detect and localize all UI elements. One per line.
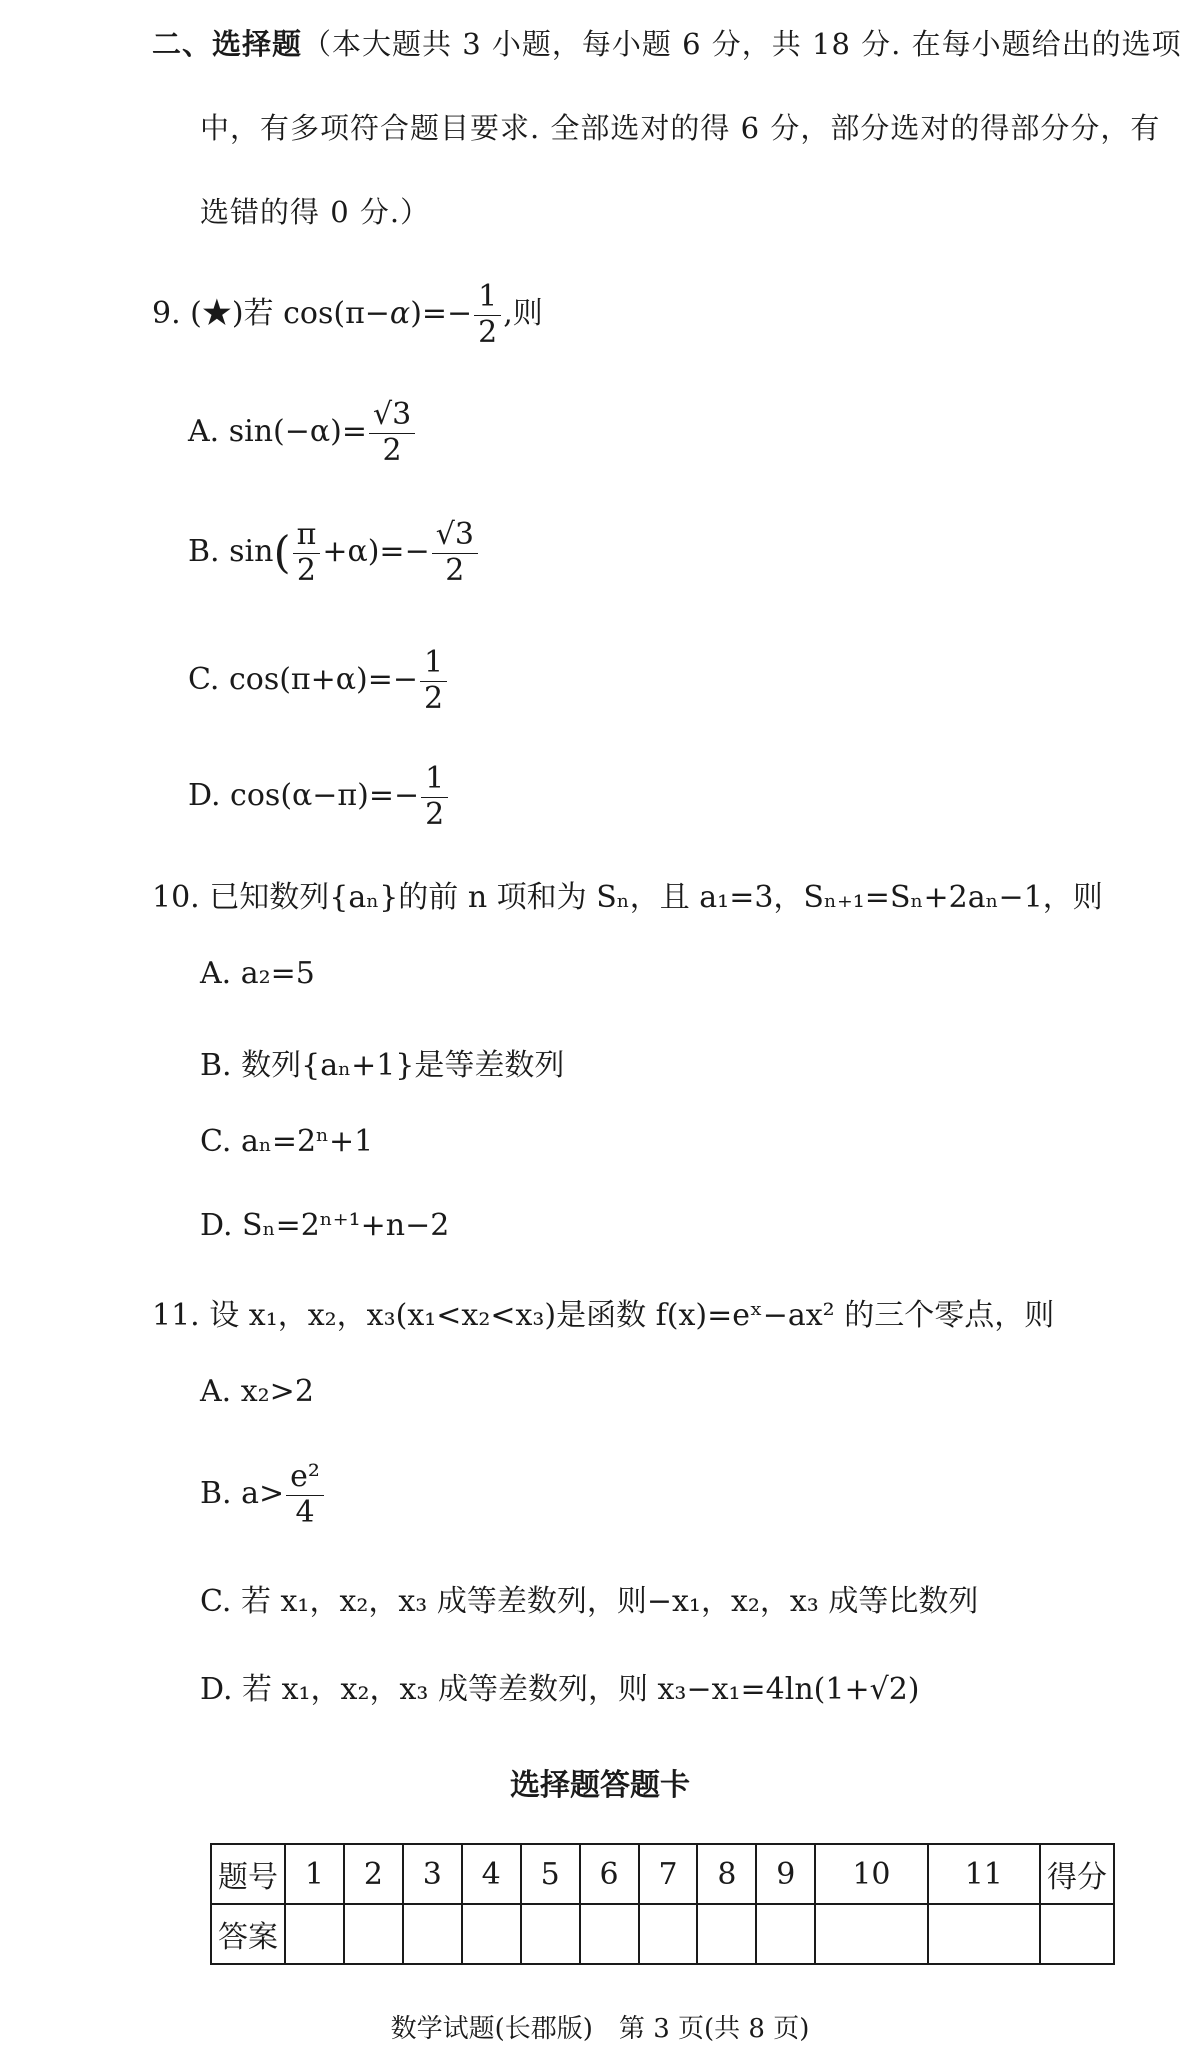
question-number-cell: 5: [521, 1844, 580, 1904]
question-10-option-c: C. aₙ=2ⁿ+1: [200, 1124, 374, 1159]
question-9-option-d: D. cos(α−π)=− $\frac{1}{2}$: [188, 762, 450, 832]
section-instructions-line2: 中，有多项符合题目要求. 全部选对的得 6 分，部分选对的得部分分，有: [200, 111, 1161, 145]
score-label: 得分: [1040, 1844, 1114, 1904]
question-9-stem: 9. (★)若 cos(π−α)=− $\frac{1}{2}$ ,则: [152, 279, 543, 350]
question-number-cell: 2: [344, 1844, 403, 1904]
question-9-option-b: B. sin( $\frac{\pi}{2}$ +α)=− $\frac{√3}{2}$: [188, 518, 480, 588]
answer-cell[interactable]: [580, 1904, 639, 1964]
fraction: $\frac{\pi}{2}$: [293, 518, 321, 588]
answer-cell[interactable]: [928, 1904, 1040, 1964]
answer-cell[interactable]: [344, 1904, 403, 1964]
table-row: [211, 1844, 1114, 1904]
question-number-cell: 8: [697, 1844, 756, 1904]
question-number-cell: 9: [756, 1844, 815, 1904]
question-9-option-c: C. cos(π+α)=− $\frac{1}{2}$: [188, 646, 449, 716]
answer-card-table: [210, 1843, 1115, 1965]
question-9-option-a: A. sin(−α)= $\frac{√3}{2}$: [188, 398, 417, 468]
section-heading: [152, 22, 1182, 63]
question-11-option-d: D. 若 x₁，x₂，x₃ 成等差数列，则 x₃−x₁=4ln(1+√2): [200, 1672, 920, 1707]
page-footer: 数学试题(长郡版) 第 3 页(共 8 页): [390, 2014, 810, 2044]
question-number-cell: 3: [403, 1844, 462, 1904]
question-number-cell: 1: [285, 1844, 344, 1904]
fraction: $\frac{√3}{2}$: [369, 398, 415, 468]
fraction: $\frac{\text{e²}}{4}$: [286, 1460, 324, 1530]
question-number-cell: 11: [928, 1844, 1040, 1904]
section-instructions-line1: （本大题共 3 小题，每小题 6 分，共 18 分. 在每小题给出的选项: [302, 27, 1182, 61]
answer-card-title: 选择题答题卡: [510, 1768, 690, 1803]
fraction: $\frac{1}{2}$: [421, 762, 448, 832]
question-11-option-a: A. x₂>2: [200, 1374, 314, 1409]
answer-cell[interactable]: [285, 1904, 344, 1964]
fraction: $\frac{√3}{2}$: [432, 518, 478, 588]
fraction: $\frac{1}{2}$: [474, 280, 501, 350]
table-row: [211, 1904, 1114, 1964]
question-10-stem: 10. 已知数列{aₙ}的前 n 项和为 Sₙ，且 a₁=3，Sₙ₊₁=Sₙ+2aₙ−1，则: [152, 880, 1103, 915]
answer-cell[interactable]: [403, 1904, 462, 1964]
answer-cell[interactable]: [462, 1904, 521, 1964]
question-11-stem: 11. 设 x₁，x₂，x₃(x₁<x₂<x₃)是函数 f(x)=eˣ−ax² 的三个零点，则: [152, 1298, 1055, 1333]
question-number-cell: 4: [462, 1844, 521, 1904]
answer-cell[interactable]: [815, 1904, 927, 1964]
question-10-option-b: B. 数列{aₙ+1}是等差数列: [200, 1048, 565, 1083]
question-number-cell: 7: [639, 1844, 698, 1904]
answer-cell[interactable]: [639, 1904, 698, 1964]
row-label-answer: 答案: [211, 1904, 285, 1964]
section-title: 二、选择题: [152, 27, 303, 61]
answer-cell[interactable]: [756, 1904, 815, 1964]
answer-cell[interactable]: [521, 1904, 580, 1964]
question-11-option-c: C. 若 x₁，x₂，x₃ 成等差数列，则−x₁，x₂，x₃ 成等比数列: [200, 1584, 979, 1619]
question-10-option-d: D. Sₙ=2ⁿ⁺¹+n−2: [200, 1208, 450, 1243]
question-number-cell: 10: [815, 1844, 927, 1904]
row-label-question-number: 题号: [211, 1844, 285, 1904]
score-cell[interactable]: [1040, 1904, 1114, 1964]
question-11-option-b: B. a> $\frac{\text{e²}}{4}$: [200, 1460, 326, 1530]
section-instructions-line3: 选错的得 0 分.）: [200, 195, 431, 229]
question-number-cell: 6: [580, 1844, 639, 1904]
answer-cell[interactable]: [697, 1904, 756, 1964]
question-10-option-a: A. a₂=5: [200, 956, 315, 991]
fraction: $\frac{1}{2}$: [420, 646, 447, 716]
